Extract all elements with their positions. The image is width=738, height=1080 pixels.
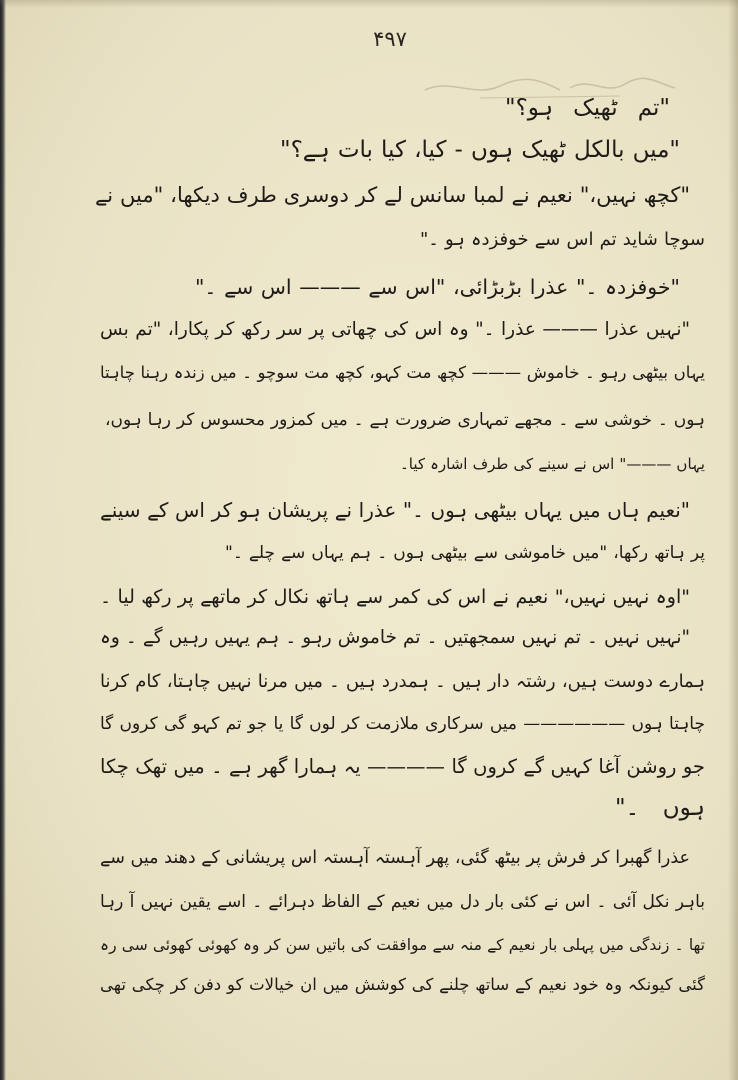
text-line [505,90,670,126]
line-text: ہمارے دوست ہیں، رشتہ دار ہیں ۔ ہمدرد ہیں ۔ میں مرنا نہیں چاہتا، کام کرنا [100,671,705,692]
page-number: ۴۹۷ [373,27,407,51]
text-line [615,790,705,826]
line-text: "نعیم ہاں میں یہاں بیٹھی ہوں ۔" عذرا نے پریشان ہو کر اس کے سینے [100,498,690,522]
line-text: تھا ۔ زندگی میں پہلی بار نعیم کے منہ سے موافقت کی باتیں سن کر وہ کھوئی کھوئی سی رہ [100,936,705,954]
line-text: "اوہ نہیں نہیں،" نعیم نے اس کی کمر سے ہاتھ نکال کر ماتھے پر رکھ لیا ۔ [100,586,690,608]
text-line [280,132,680,168]
text-line [100,749,705,785]
line-text: سوچا شاید تم اس سے خوفزدہ ہو ۔" [420,229,705,250]
line-text: "نہیں عذرا ——— عذرا ۔" وہ اس کی چھاتی پر سر رکھ کر پکارا، "تم بس [100,319,690,340]
page-left-edge [0,0,6,1080]
text-line [95,177,690,213]
line-text: گئی کیونکہ وہ خود نعیم کے ساتھ چلنے کی کوشش میں ان خیالات کو دفن کر چکی تھی [100,975,705,994]
text-line [100,706,705,742]
line-text: پر ہاتھ رکھا، "میں خاموشی سے بیٹھی ہوں ۔ ہم یہاں سے چلے ۔" [225,543,705,563]
line-text: جو روشن آغا کہیں گے کروں گا ———— یہ ہمارا گھر ہے ۔ میں تھک چکا [100,755,705,778]
text-line [100,492,690,528]
line-text: عذرا گھبرا کر فرش پر بیٹھ گئی، پھر آہستہ آہستہ اس پریشانی کے دھند میں سے [100,848,690,868]
text-line [225,535,705,571]
line-text: ہوں ۔" [615,795,705,821]
text-line [100,579,690,615]
line-text: ہوں ۔ خوشی سے ۔ مجھے تمہاری ضرورت ہے ۔ میں کمزور محسوس کر رہا ہوں، [105,410,705,430]
text-line [100,967,705,1003]
text-line [400,446,705,482]
text-line [195,269,680,305]
line-text: "میں بالکل ٹھیک ہوں - کیا، کیا بات ہے؟" [280,137,680,163]
page-right-edge [728,0,738,1080]
line-text: "خوفزدہ ۔" عذرا بڑبڑائی، "اس سے ——— اس سے ۔" [195,275,680,299]
page-top-edge [0,0,738,8]
line-text: باہر نکل آئی ۔ اس نے کئی بار دل میں نعیم کے الفاظ دہرائے ۔ اسے یقین نہیں آ رہا [100,892,705,912]
text-line [100,927,705,963]
line-text: "تم ٹھیک ہو؟" [505,95,670,121]
text-line [100,312,690,348]
text-line [100,840,690,876]
text-line [100,355,705,391]
line-text: یہاں بیٹھی رہو ۔ خاموش ——— کچھ مت کہو، کچھ مت سوچو ۔ میں زندہ رہنا چاہتا [100,363,705,382]
text-line [100,620,690,656]
text-line [105,402,705,438]
line-text: یہاں ———" اس نے سینے کی طرف اشارہ کیا۔ [400,455,705,473]
line-text: "نہیں نہیں ۔ تم نہیں سمجھتیں ۔ تم خاموش رہو ۔ ہم یہیں رہیں گے ۔ وہ [100,627,690,648]
text-line [420,222,705,258]
line-text: "کچھ نہیں،" نعیم نے لمبا سانس لے کر دوسری طرف دیکھا، "میں نے [95,183,690,207]
text-line [100,664,705,700]
line-text: چاہتا ہوں —————— میں سرکاری ملازمت کر لوں گا یا جو تم کہو گی کروں گا [100,714,705,734]
text-line [100,884,705,920]
